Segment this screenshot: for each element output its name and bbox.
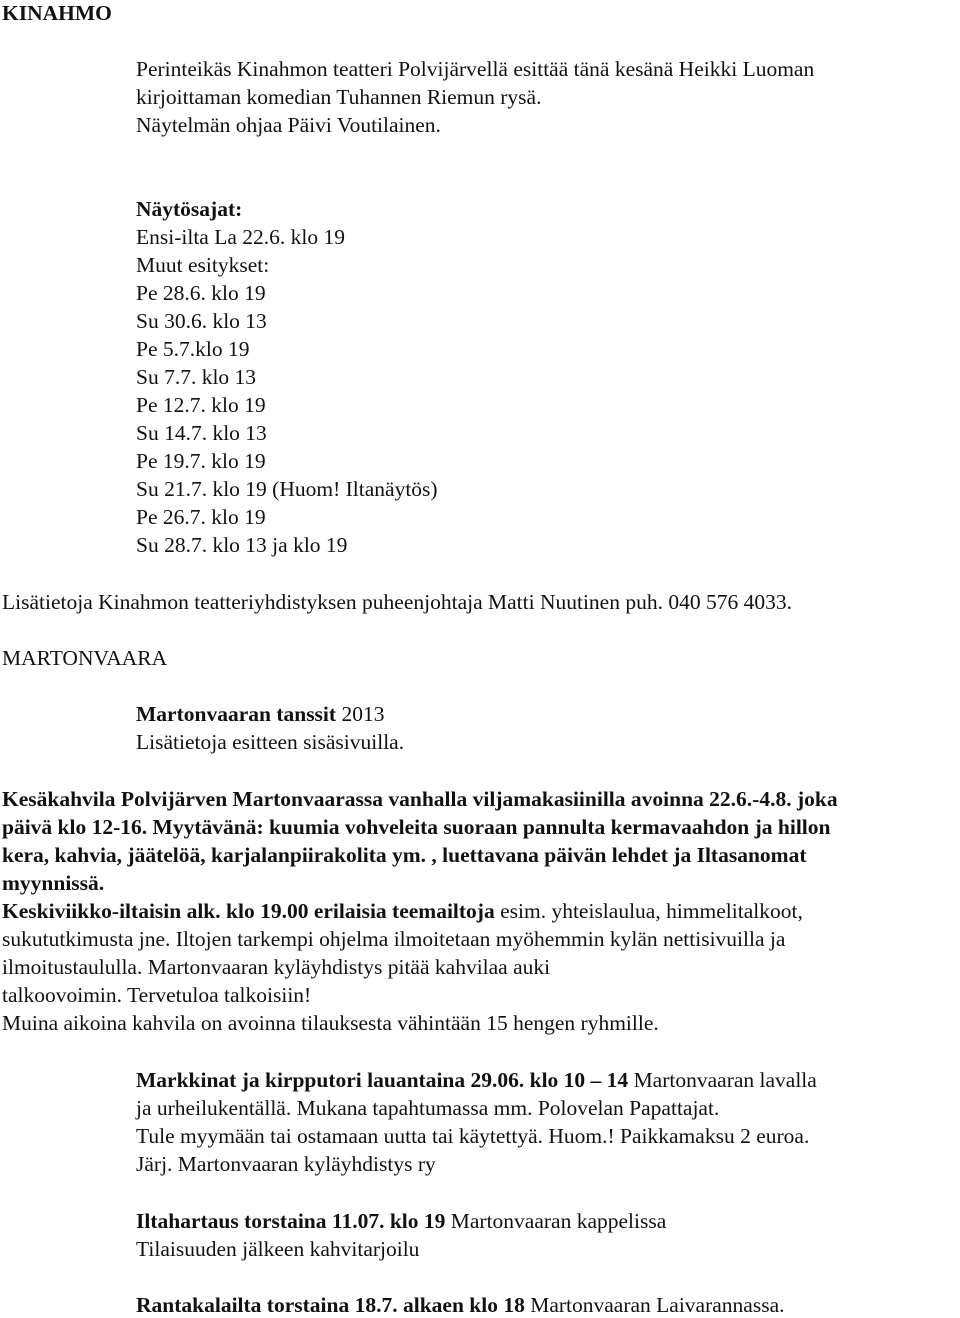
cafe-line: ilmoitustaululla. Martonvaaran kyläyhdistys pitää kahvilaa auki xyxy=(2,955,551,979)
market-line xyxy=(136,1067,817,1093)
show-date: Su 7.7. klo 13 xyxy=(136,365,257,389)
martonvaara-heading: MARTONVAARA xyxy=(2,646,168,670)
show-date: Pe 26.7. klo 19 xyxy=(136,505,266,529)
cafe-line: talkoovoimin. Tervetuloa talkoisiin! xyxy=(2,983,312,1007)
other-shows-label: Muut esitykset: xyxy=(136,253,270,277)
dances-line xyxy=(136,701,384,727)
schedule-heading: Näytösajat: xyxy=(136,197,243,221)
cafe-line: myynnissä. xyxy=(2,871,105,895)
show-date: Pe 5.7.klo 19 xyxy=(136,337,250,361)
theme-examples: esim. yhteislaulua, himmelitalkoot, xyxy=(494,899,803,923)
show-date: Pe 12.7. klo 19 xyxy=(136,393,266,417)
show-date: Pe 28.6. klo 19 xyxy=(136,281,266,305)
show-date: Su 14.7. klo 13 xyxy=(136,421,267,445)
market-title: Markkinat ja kirpputori lauantaina 29.06. klo 10 – 14 xyxy=(136,1068,629,1092)
cafe-line xyxy=(2,898,803,924)
cafe-line: Muina aikoina kahvila on avoinna tilauksesta vähintään 15 hengen ryhmille. xyxy=(2,1011,659,1035)
cafe-line: Kesäkahvila Polvijärven Martonvaarassa vanhalla viljamakasiinilla avoinna 22.6.-4.8. joka xyxy=(2,787,838,811)
theme-evenings: Keskiviikko-iltaisin alk. klo 19.00 erilaisia teemailtoja xyxy=(2,899,495,923)
show-date: Su 28.7. klo 13 ja klo 19 xyxy=(136,533,348,557)
market-line: Järj. Martonvaaran kyläyhdistys ry xyxy=(136,1152,436,1176)
kinahmo-intro-line: Näytelmän ohjaa Päivi Voutilainen. xyxy=(136,113,441,137)
kinahmo-intro-line: kirjoittaman komedian Tuhannen Riemun rysä. xyxy=(136,85,542,109)
kinahmo-contact: Lisätietoja Kinahmon teatteriyhdistyksen puheenjohtaja Matti Nuutinen puh. 040 576 4033. xyxy=(2,590,792,614)
cafe-line xyxy=(2,814,831,840)
prayer-title: Iltahartaus torstaina 11.07. klo 19 xyxy=(136,1209,446,1233)
dances-year: 2013 xyxy=(336,702,385,726)
show-date: Pe 19.7. klo 19 xyxy=(136,449,266,473)
cafe-sale: Myytävänä: kuumia vohveleita suoraan pannulta kermavaahdon ja hillon xyxy=(147,815,831,839)
cafe-line: kera, kahvia, jäätelöä, karjalanpiirakolita ym. , luettavana päivän lehdet ja Iltasanomat xyxy=(2,843,807,867)
show-date: Su 30.6. klo 13 xyxy=(136,309,267,333)
market-place: Martonvaaran lavalla xyxy=(628,1068,817,1092)
prayer-place: Martonvaaran kappelissa xyxy=(445,1209,667,1233)
shore-party-title: Rantakalailta torstaina 18.7. alkaen klo 18 xyxy=(136,1293,525,1317)
kinahmo-intro-line: Perinteikäs Kinahmon teatteri Polvijärvellä esittää tänä kesänä Heikki Luoman xyxy=(136,57,815,81)
market-line: ja urheilukentällä. Mukana tapahtumassa mm. Polovelan Papattajat. xyxy=(136,1096,720,1120)
shore-party-line xyxy=(136,1292,785,1318)
dances-info: Lisätietoja esitteen sisäsivuilla. xyxy=(136,730,405,754)
market-line: Tule myymään tai ostamaan uutta tai käytettyä. Huom.! Paikkamaksu 2 euroa. xyxy=(136,1124,810,1148)
premiere-line: Ensi-ilta La 22.6. klo 19 xyxy=(136,225,345,249)
cafe-line: sukututkimusta jne. Iltojen tarkempi ohjelma ilmoitetaan myöhemmin kylän nettisivuilla ja xyxy=(2,927,786,951)
show-date: Su 21.7. klo 19 (Huom! Iltanäytös) xyxy=(136,477,438,501)
dances-title: Martonvaaran tanssit xyxy=(136,702,337,726)
prayer-line: Tilaisuuden jälkeen kahvitarjoilu xyxy=(136,1237,420,1261)
cafe-hours: päivä klo 12-16. xyxy=(2,815,148,839)
shore-party-place: Martonvaaran Laivarannassa. xyxy=(524,1293,785,1317)
kinahmo-heading: KINAHMO xyxy=(2,1,112,25)
prayer-line xyxy=(136,1208,666,1234)
